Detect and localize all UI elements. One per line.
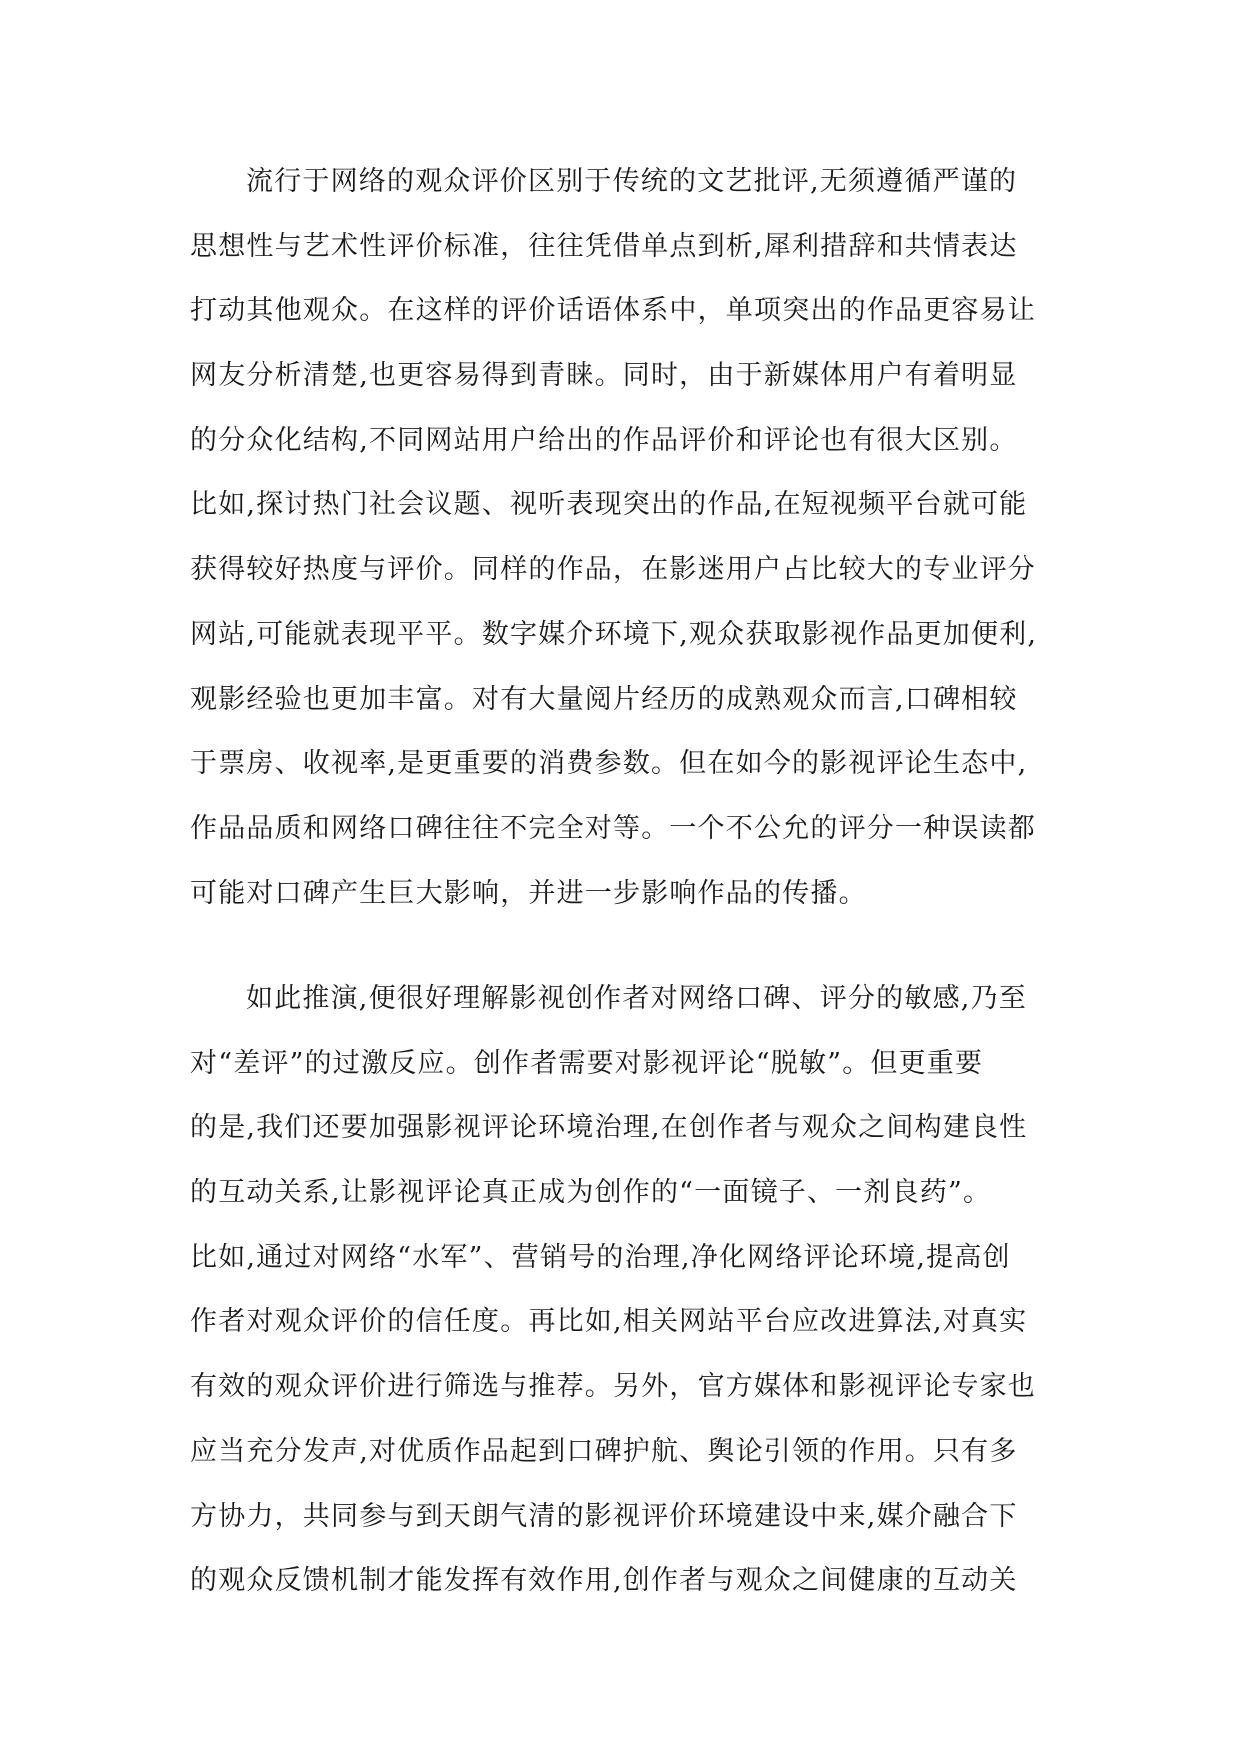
text-line: 比如,通过对网络“水军”、营销号的治理,净化网络评论环境,提高创: [190, 1241, 1011, 1273]
paragraph-review-governance: [190, 979, 1070, 1626]
text-line: 应当充分发声,对优质作品起到口碑护航、舆论引领的作用。只有多: [190, 1435, 1018, 1467]
text-line: 可能对口碑产生巨大影响，并进一步影响作品的传播。: [190, 877, 867, 909]
text-line: 比如,探讨热门社会议题、视听表现突出的作品,在短视频平台就可能: [190, 489, 1028, 521]
text-line: 于票房、收视率,是更重要的消费参数。但在如今的影视评论生态中,: [190, 748, 1028, 780]
text-line: 网友分析清楚,也更容易得到青睐。同时，由于新媒体用户有着明显: [190, 360, 1018, 392]
text-line: 打动其他观众。在这样的评价话语体系中，单项突出的作品更容易让: [190, 295, 1036, 327]
text-line: 获得较好热度与评价。同样的作品，在影迷用户占比较大的专业评分: [190, 554, 1036, 586]
text-line: 作者对观众评价的信任度。再比如,相关网站平台应改进算法,对真实: [190, 1306, 1028, 1338]
text-line: 的互动关系,让影视评论真正成为创作的“一面镜子、一剂良药”。: [190, 1177, 992, 1209]
text-line: 观影经验也更加丰富。对有大量阅片经历的成熟观众而言,口碑相较: [190, 683, 1018, 715]
text-line: 的是,我们还要加强影视评论环境治理,在创作者与观众之间构建良性: [190, 1112, 1028, 1144]
paragraph-audience-reviews: [190, 162, 1070, 938]
text-line: 网站,可能就表现平平。数字媒介环境下,观众获取影视作品更加便利,: [190, 618, 1038, 650]
text-line: 思想性与艺术性评价标准，往往凭借单点到析,犀利措辞和共情表达: [190, 230, 1018, 262]
text-line: 对“差评”的过激反应。创作者需要对影视评论“脱敏”。但更重要: [190, 1047, 984, 1079]
text-line: 的分众化结构,不同网站用户给出的作品评价和评论也有很大区别。: [190, 424, 1018, 456]
text-line: 流行于网络的观众评价区别于传统的文艺批评,无须遵循严谨的: [246, 166, 1018, 197]
text-line: 有效的观众评价进行筛选与推荐。另外，官方媒体和影视评论专家也: [190, 1371, 1036, 1403]
text-line: 方协力，共同参与到天朗气清的影视评价环境建设中来,媒介融合下: [190, 1500, 1018, 1532]
text-line: 作品品质和网络口碑往往不完全对等。一个不公允的评分一种误读都: [190, 812, 1036, 844]
text-line: 如此推演,便很好理解影视创作者对网络口碑、评分的敏感,乃至: [246, 983, 1027, 1014]
text-line: 的观众反馈机制才能发挥有效作用,创作者与观众之间健康的互动关: [190, 1565, 1018, 1597]
